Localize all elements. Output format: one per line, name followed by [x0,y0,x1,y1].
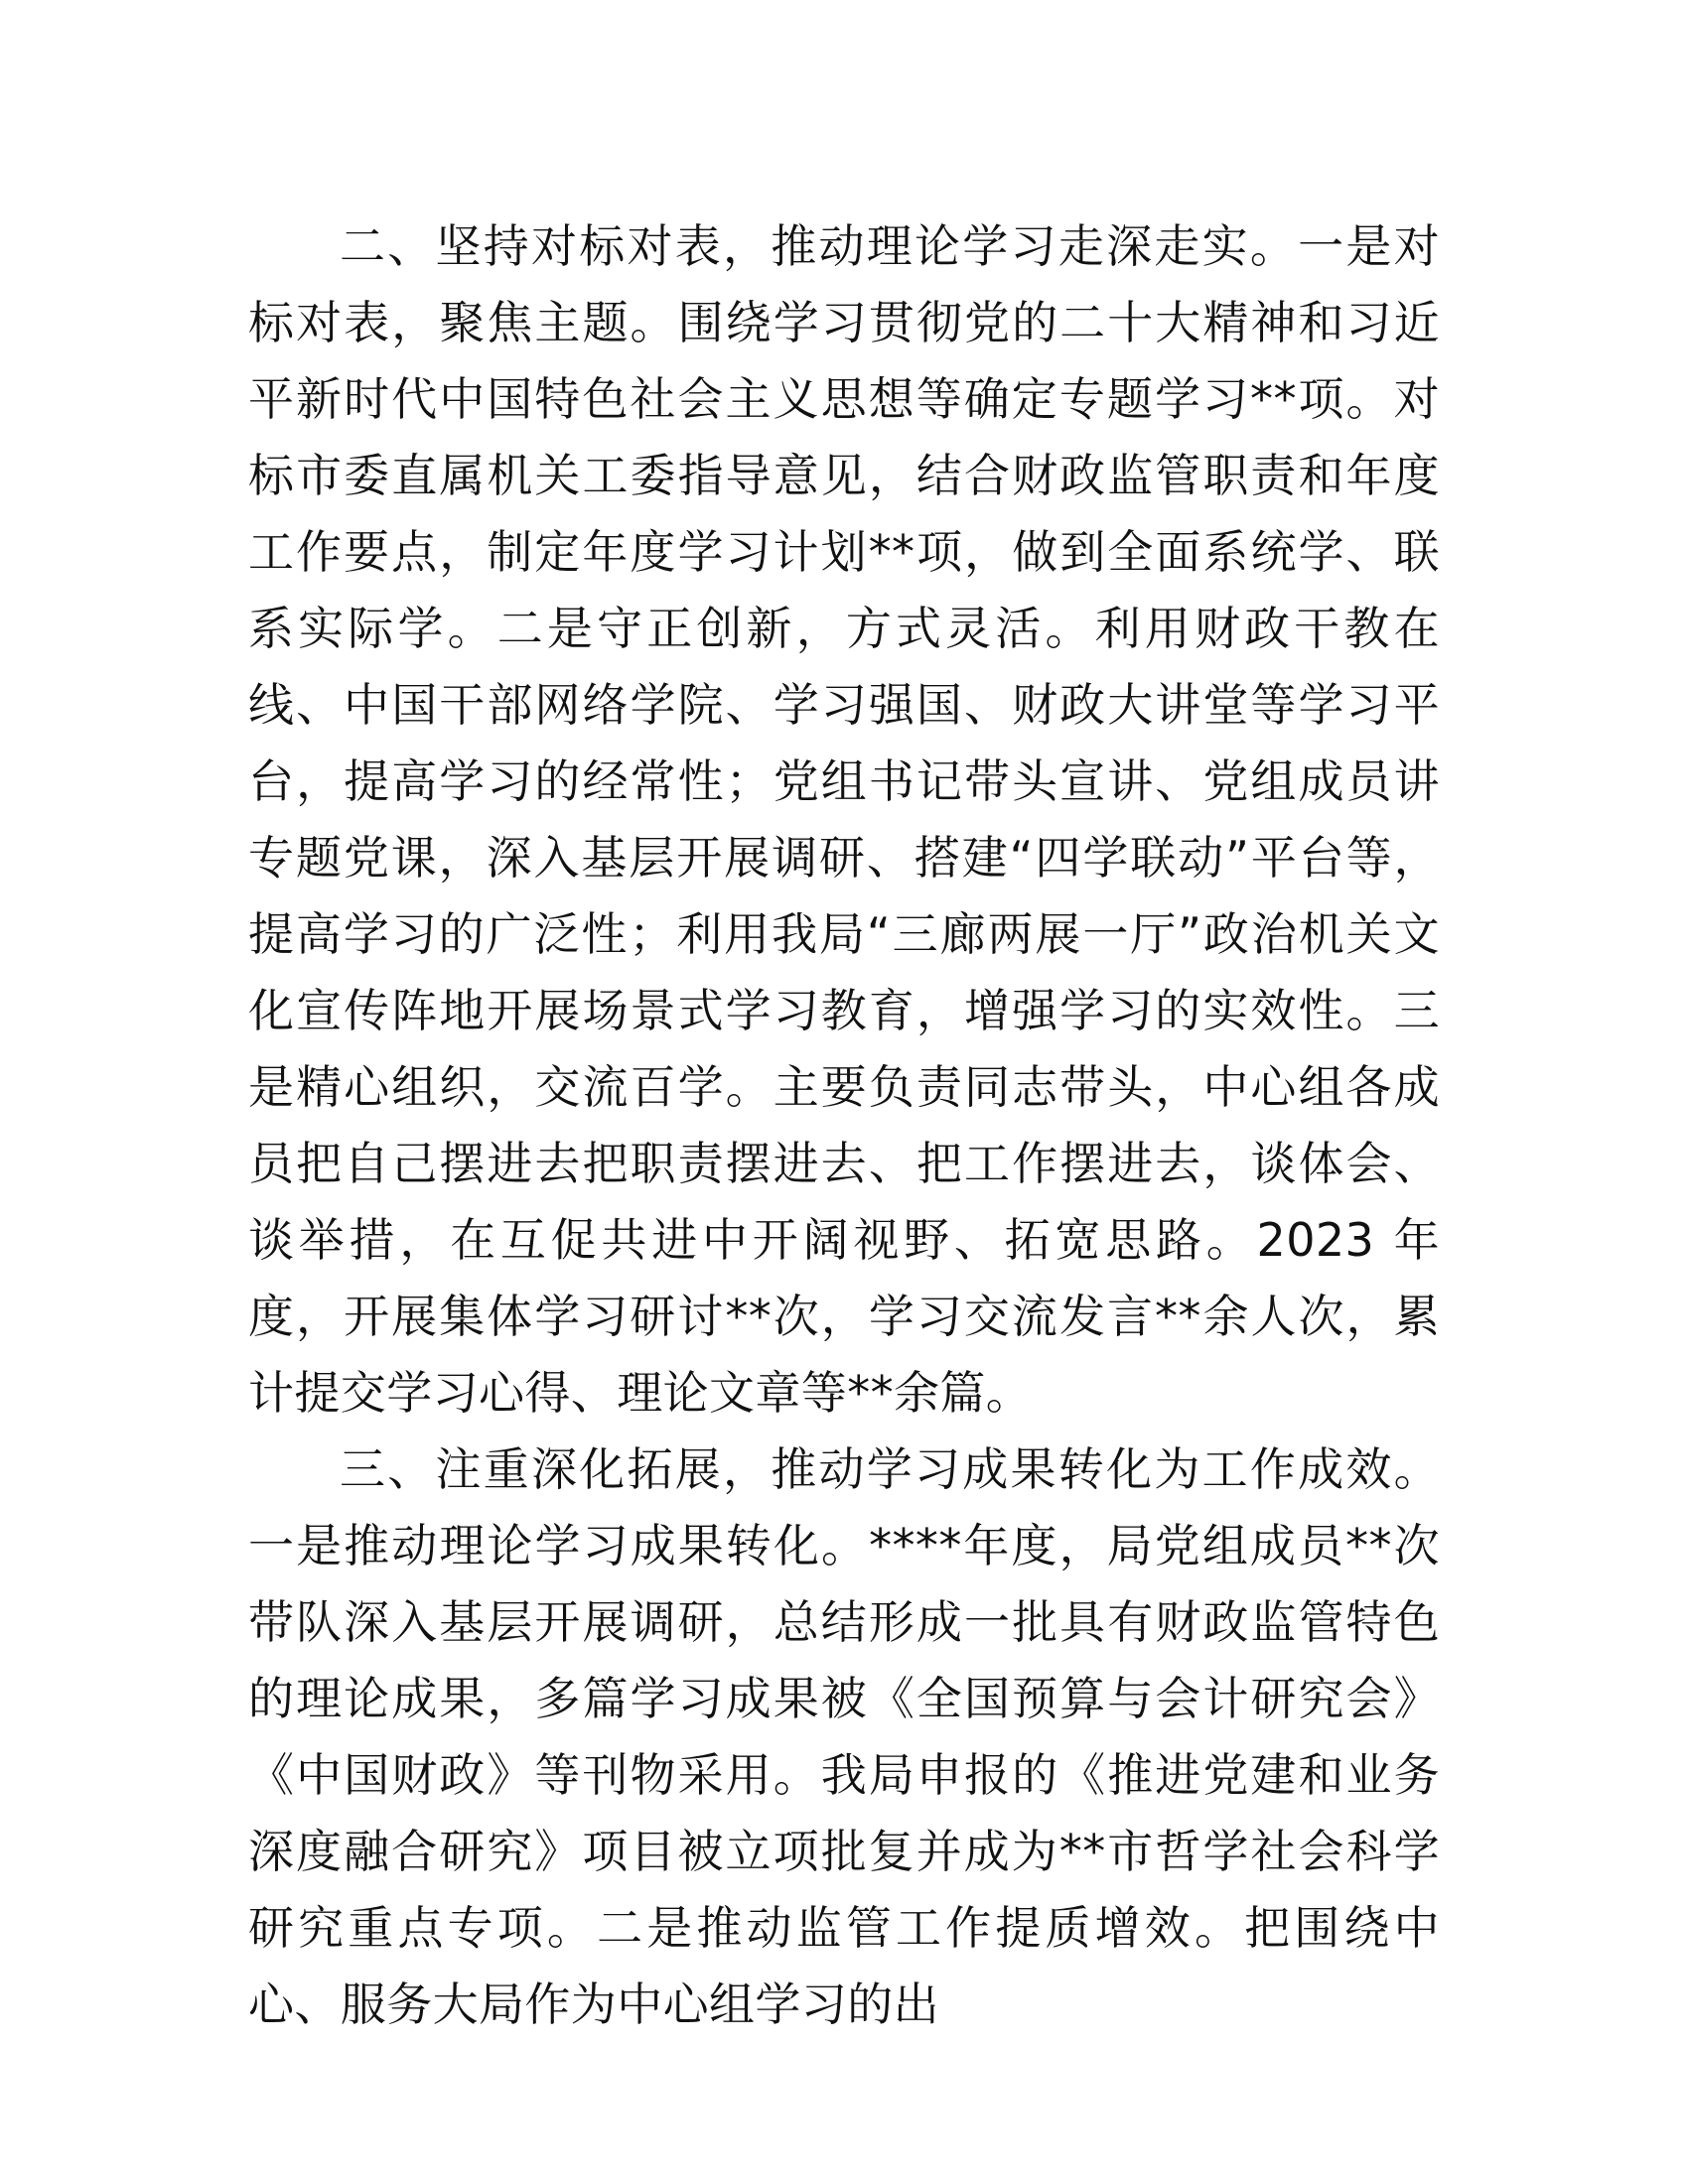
paragraph-section-two: 二、坚持对标对表，推动理论学习走深走实。一是对标对表，聚焦主题。围绕学习贯彻党的二十大精神和习近平新时代中国特色社会主义思想等确定专题学习**项。对标市委直属机关工委指导意见，结合财政监管职责和年度工作要点，制定年度学习计划**项，做到全面系统学、联系实际学。二是守正创新，方式灵活。利用财政干教在线、中国干部网络学院、学习强国、财政大讲堂等学习平台，提高学习的经常性；党组书记带头宣讲、党组成员讲专题党课，深入基层开展调研、搭建“四学联动”平台等，提高学习的广泛性；利用我局“三廊两展一厅”政治机关文化宣传阵地开展场景式学习教育，增强学习的实效性。三是精心组织，交流百学。主要负责同志带头，中心组各成员把自己摆进去把职责摆进去、把工作摆进去，谈体会、谈举措，在互促共进中开阔视野、拓宽思路。2023 年度，开展集体学习研讨**次，学习交流发言**余人次，累计提交学习心得、理论文章等**余篇。 [248,219,1440,1420]
document-body [248,208,1440,2043]
paragraph-section-three: 三、注重深化拓展，推动学习成果转化为工作成效。一是推动理论学习成果转化。****年度，局党组成员**次带队深入基层开展调研，总结形成一批具有财政监管特色的理论成果，多篇学习成果被《全国预算与会计研究会》《中国财政》等刊物采用。我局申报的《推进党建和业务深度融合研究》项目被立项批复并成为**市哲学社会科学研究重点专项。二是推动监管工作提质增效。把围绕中心、服务大局作为中心组学习的出 [248,1442,1440,2031]
